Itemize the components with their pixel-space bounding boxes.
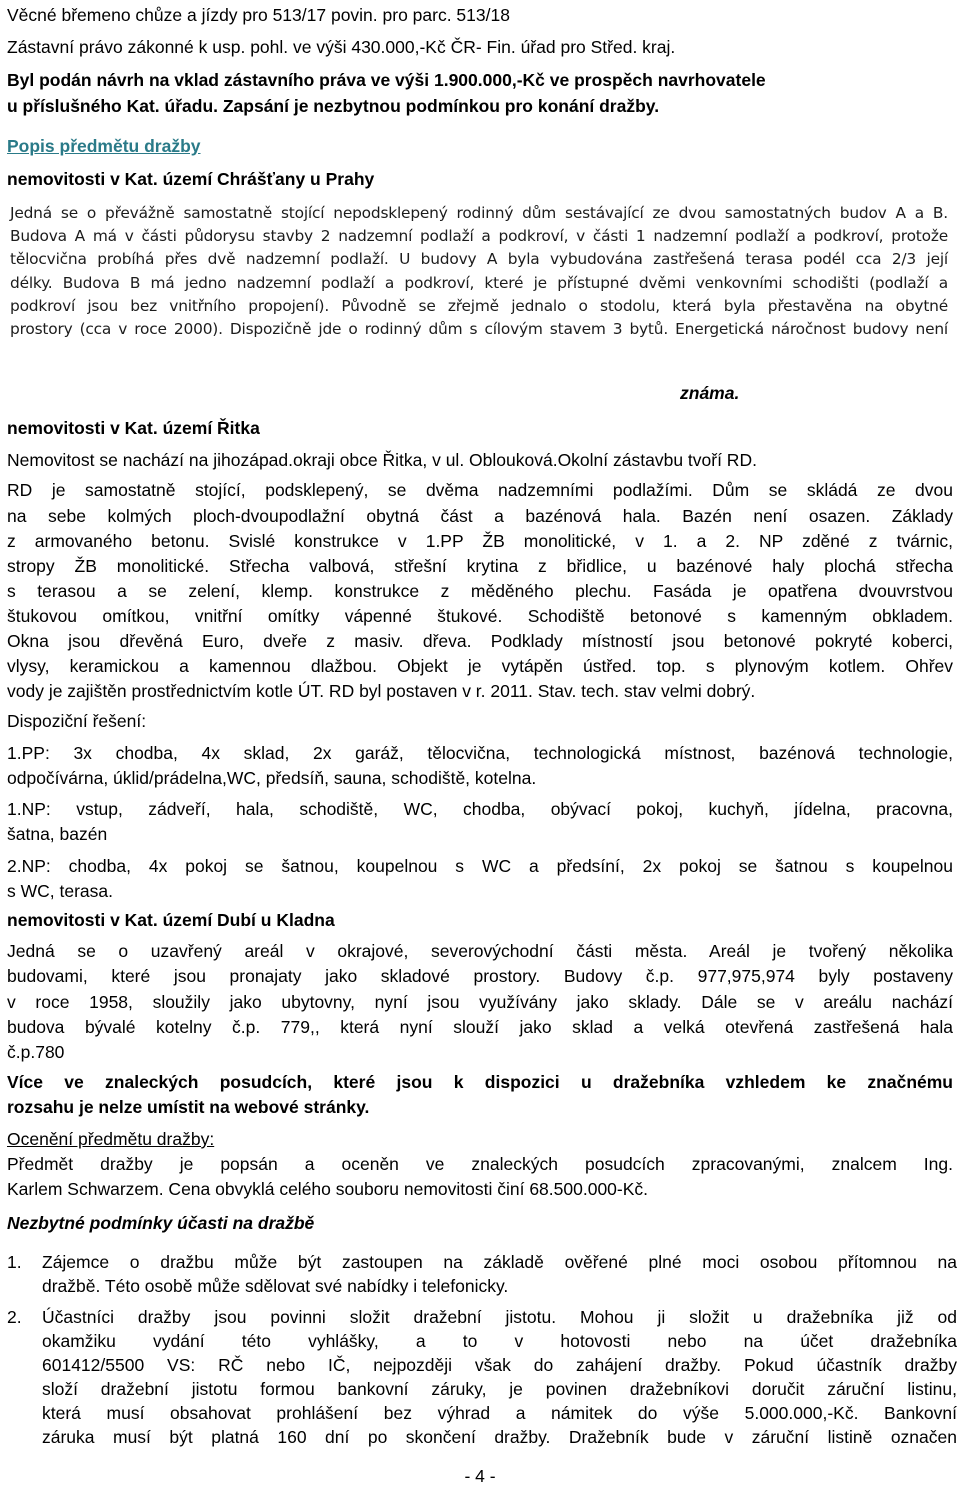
area2-line: Okna jsou dřevěná Euro, dveře z masiv. dřeva. Podklady místností jsou betonové pokryté koberci, xyxy=(7,631,953,651)
valuation-heading: Ocenění předmětu dražby: xyxy=(7,1129,215,1149)
scanned-description xyxy=(10,202,950,341)
area2-line: z armovaného betonu. Svislé konstrukce v 1.PP ŽB monolitické, v 1. a 2. NP zděné z tvárnic, xyxy=(7,531,953,551)
valuation-line: Karlem Schwarzem. Cena obvyklá celého souboru nemovitosti činí 68.500.000-Kč. xyxy=(7,1179,649,1199)
area3-line: budova bývalé kotelny č.p. 779,, která nyní slouží jako sklad a velká otevřená zastřešená hala xyxy=(7,1017,953,1037)
area2-line: vlysy, keramickou a kamennou dlažbou. Objekt je vytápěn ústřed. top. s plynovým kotlem. Ohřev xyxy=(7,656,953,676)
scan-line: podkroví jsou bez vnitřního propojení). Původně se zřejmě jednalo o stodolu, která byla přestavěna na obytné xyxy=(10,296,948,315)
condition-line: záruka musí být platná 160 dní po skončení dražby. Dražebník bude v záruční listině označen xyxy=(42,1427,957,1447)
area2-line: stropy ŽB monolitické. Střecha valbová, střešní krytina z břidlice, u bazénové haly plochá střecha xyxy=(7,556,953,576)
condition-line: 601412/5500 VS: RČ nebo IČ, nejpozději však do zahájení dražby. Pokud účastník dražby xyxy=(42,1355,957,1375)
area2-line: vody je zajištěn prostřednictvím kotle ÚT. RD byl postaven v r. 2011. Stav. tech. stav velmi dobrý. xyxy=(7,681,756,701)
area1-title: nemovitosti v Kat. území Chrášťany u Prahy xyxy=(7,169,375,189)
conditions-heading: Nezbytné podmínky účasti na dražbě xyxy=(7,1213,315,1233)
condition-item-1 xyxy=(42,1250,957,1298)
area2-line: s terasou a se zelení, klemp. konstrukce z měděného plechu. Fasáda je opatřena dvouvrstvou xyxy=(7,581,953,601)
area3-line: Jedná se o uzavřený areál v okrajové, severovýchodní části města. Areál je tvořený několika xyxy=(7,941,953,961)
scan-line: Budova A má v části půdorysu stavby 2 nadzemní podlaží a podkroví, v části 1 nadzemní podlaží a podkroví, protože xyxy=(10,227,948,246)
layout-line: 1.PP: 3x chodba, 4x sklad, 2x garáž, tělocvična, technologická místnost, bazénová technologie, xyxy=(7,743,953,763)
lien-text: Zástavní právo zákonné k usp. pohl. ve výši 430.000,-Kč ČR- Fin. úřad pro Střed. kraj. xyxy=(7,37,676,57)
area2-line: štukovou omítkou, vnitřní omítky vápenné štukové. Schodiště betonové s kamenným obkladem. xyxy=(7,606,953,626)
layout-heading: Dispoziční řešení: xyxy=(7,711,147,731)
area3-title: nemovitosti v Kat. území Dubí u Kladna xyxy=(7,910,335,930)
condition-line: Zájemce o dražbu může být zastoupen na základě ověřené plné moci osobou přítomnou na xyxy=(42,1252,957,1272)
layout-line: 1.NP: vstup, zádveří, hala, schodiště, WC, chodba, obývací pokoj, kuchyň, jídelna, pracovna, xyxy=(7,799,953,819)
lien-proposal-line-1: Byl podán návrh na vklad zástavního práva ve výši 1.900.000,-Kč ve prospěch navrhovatele xyxy=(7,70,766,90)
layout-line: šatna, bazén xyxy=(7,824,108,844)
scan-line: Jedná se o převážně samostatně stojící nepodsklepený rodinný dům sestávající ze dvou samostatných budov A a B. xyxy=(10,204,948,222)
scan-end-word: známa. xyxy=(680,383,740,403)
layout-line: 2.NP: chodba, 4x pokoj se šatnou, koupelnou s WC a předsíní, 2x pokoj se šatnou s koupelnou xyxy=(7,856,953,876)
valuation-line: Předmět dražby je popsán a oceněn ve znaleckých posudcích zpracovanými, znalcem Ing. xyxy=(7,1154,953,1174)
scan-line: prostory (cca v roce 2000). Dispozičně jde o rodinný dům s cílovým stavem 3 bytů. Energetická náročnost budovy není xyxy=(10,320,948,339)
layout-line: s WC, terasa. xyxy=(7,881,113,901)
more-info-line: rozsahu je nelze umístit na webové stránky. xyxy=(7,1097,370,1117)
condition-number: 2. xyxy=(7,1307,22,1327)
condition-line: složí dražební jistotu formou bankovní záruky, je povinen dražebníkovi doručit záruční listinu, xyxy=(42,1379,957,1399)
condition-line: okamžiku vydání této vyhlášky, a to v hotovosti nebo na účet dražebníka xyxy=(42,1331,957,1351)
lien-proposal-line-2: u příslušného Kat. úřadu. Zapsání je nezbytnou podmínkou pro konání dražby. xyxy=(7,96,660,116)
condition-line: Účastníci dražby jsou povinni složit dražební jistotu. Mohou ji složit u dražebníka již od xyxy=(42,1307,957,1327)
area2-line: na sebe kolmých ploch-dvoupodlažní obytná část a bazénová hala. Bazén není osazen. Základy xyxy=(7,506,953,526)
condition-line: dražbě. Této osobě může sdělovat své nabídky i telefonicky. xyxy=(42,1276,509,1296)
area2-title: nemovitosti v Kat. území Řitka xyxy=(7,418,260,438)
condition-line: která musí obsahovat prohlášení bez výhrad a námitek do výše 5.000.000,-Kč. Bankovní xyxy=(42,1403,957,1423)
condition-number: 1. xyxy=(7,1252,22,1272)
scan-line: délky. Budova B má jedno nadzemní podlaží a podkroví, které je přístupné dvěmi venkovními schodišti (podlaží a xyxy=(10,273,948,292)
area2-line: RD je samostatně stojící, podsklepený, se dvěma nadzemními podlažími. Dům se skládá ze dvou xyxy=(7,480,953,500)
page-number: - 4 - xyxy=(464,1466,496,1486)
area2-line: Nemovitost se nachází na jihozápad.okraji obce Řitka, v ul. Oblouková.Okolní zástavbu tvoří RD. xyxy=(7,450,757,470)
condition-item-2 xyxy=(42,1305,957,1449)
layout-line: odpočívárna, úklid/prádelna,WC, předsíň, sauna, schodiště, kotelna. xyxy=(7,768,537,788)
easement-text: Věcné břemeno chůze a jízdy pro 513/17 povin. pro parc. 513/18 xyxy=(7,5,510,25)
area3-line: v roce 1958, sloužily jako ubytovny, nyní jsou využívány jako sklady. Dále se v areálu nachází xyxy=(7,992,953,1012)
subject-heading: Popis předmětu dražby xyxy=(7,136,201,156)
area3-line: budovami, které jsou pronajaty jako skladové prostory. Budovy č.p. 977,975,974 byly postaveny xyxy=(7,966,953,986)
scan-line: tělocvična probíhá přes dvě nadzemní podlaží. U budovy A byla vybudována zastřešená terasa podél cca 2/3 její xyxy=(10,250,948,269)
more-info-line: Více ve znaleckých posudcích, které jsou k dispozici u dražebníka vzhledem ke značnému xyxy=(7,1072,953,1092)
area3-line: č.p.780 xyxy=(7,1042,65,1062)
